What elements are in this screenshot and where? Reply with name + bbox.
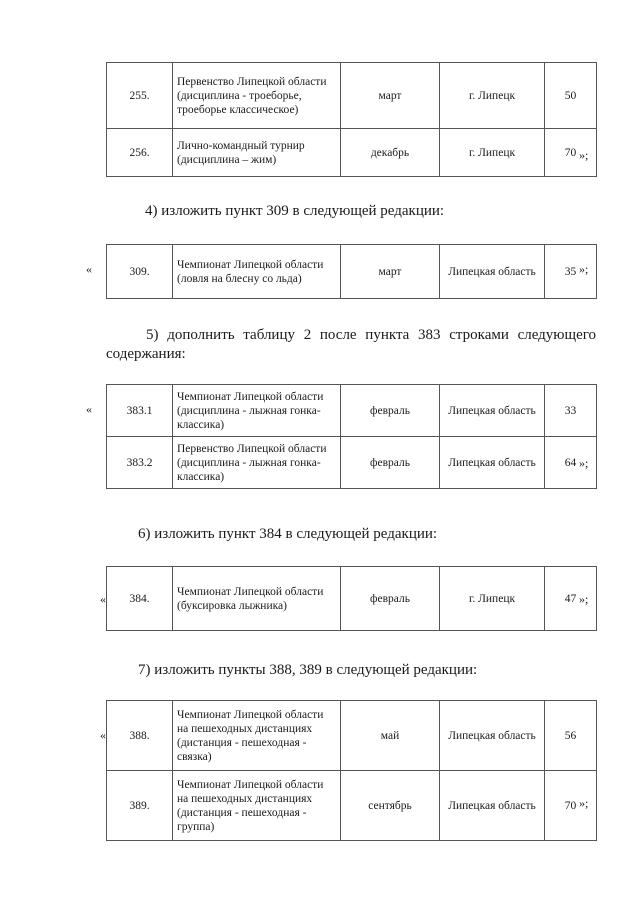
opening-quote: « <box>100 592 106 606</box>
cell-participants: 64 <box>545 437 597 489</box>
table-row <box>107 385 597 437</box>
closing-quote: »; <box>579 262 589 276</box>
cell-number: 383.1 <box>107 385 173 437</box>
cell-participants: 70 <box>545 771 597 841</box>
closing-quote: »; <box>579 456 589 470</box>
table-row <box>107 63 597 129</box>
cell-month: февраль <box>341 437 440 489</box>
cell-event-name: Чемпионат Липецкой области (дисциплина - лыжная гонка-классика) <box>173 385 341 437</box>
cell-participants: 35 <box>545 245 597 299</box>
cell-event-name: Лично-командный турнир (дисциплина – жим) <box>173 129 341 177</box>
cell-month: февраль <box>341 567 440 631</box>
item-6-instruction: 6) изложить пункт 384 в следующей редакции: <box>138 526 438 542</box>
cell-number: 309. <box>107 245 173 299</box>
opening-quote: « <box>86 262 92 276</box>
cell-participants: 70 <box>545 129 597 177</box>
cell-participants: 33 <box>545 385 597 437</box>
cell-month: сентябрь <box>341 771 440 841</box>
cell-place: Липецкая область <box>440 437 545 489</box>
cell-month: февраль <box>341 385 440 437</box>
item-7-instruction: 7) изложить пункты 388, 389 в следующей редакции: <box>138 662 478 678</box>
cell-number: 389. <box>107 771 173 841</box>
table-row <box>107 701 597 771</box>
cell-place: Липецкая область <box>440 385 545 437</box>
opening-quote: « <box>100 728 106 742</box>
cell-participants: 47 <box>545 567 597 631</box>
cell-place: Липецкая область <box>440 245 545 299</box>
cell-place: Липецкая область <box>440 771 545 841</box>
closing-quote: »; <box>579 592 589 606</box>
table-row <box>107 437 597 489</box>
cell-event-name: Чемпионат Липецкой области (буксировка лыжника) <box>173 567 341 631</box>
table-row <box>107 567 597 631</box>
table-row <box>107 771 597 841</box>
cell-place: г. Липецк <box>440 129 545 177</box>
cell-number: 255. <box>107 63 173 129</box>
table-row <box>107 129 597 177</box>
item-5-instruction: 5) дополнить таблицу 2 после пункта 383 строками следующего содержания: <box>106 327 596 362</box>
table-item-309 <box>106 244 597 299</box>
cell-number: 384. <box>107 567 173 631</box>
cell-event-name: Первенство Липецкой области (дисциплина - троеборье, троеборье классическое) <box>173 63 341 129</box>
cell-number: 388. <box>107 701 173 771</box>
table-item-384 <box>106 566 597 631</box>
table-sports-events-255-256 <box>106 62 597 177</box>
cell-number: 256. <box>107 129 173 177</box>
table-items-383 <box>106 384 597 489</box>
closing-quote: »; <box>579 796 589 810</box>
closing-quote: »; <box>579 148 589 162</box>
cell-event-name: Первенство Липецкой области (дисциплина - лыжная гонка-классика) <box>173 437 341 489</box>
cell-participants: 56 <box>545 701 597 771</box>
item-4-instruction: 4) изложить пункт 309 в следующей редакции: <box>145 203 445 219</box>
cell-participants: 50 <box>545 63 597 129</box>
cell-place: Липецкая область <box>440 701 545 771</box>
cell-event-name: Чемпионат Липецкой области на пешеходных дистанциях (дистанция - пешеходная - группа) <box>173 771 341 841</box>
cell-number: 383.2 <box>107 437 173 489</box>
opening-quote: « <box>86 402 92 416</box>
cell-month: май <box>341 701 440 771</box>
cell-place: г. Липецк <box>440 567 545 631</box>
table-row <box>107 245 597 299</box>
cell-event-name: Чемпионат Липецкой области (ловля на блесну со льда) <box>173 245 341 299</box>
cell-event-name: Чемпионат Липецкой области на пешеходных дистанциях (дистанция - пешеходная - связка) <box>173 701 341 771</box>
cell-month: март <box>341 245 440 299</box>
cell-month: март <box>341 63 440 129</box>
table-items-388-389 <box>106 700 597 841</box>
cell-month: декабрь <box>341 129 440 177</box>
cell-place: г. Липецк <box>440 63 545 129</box>
